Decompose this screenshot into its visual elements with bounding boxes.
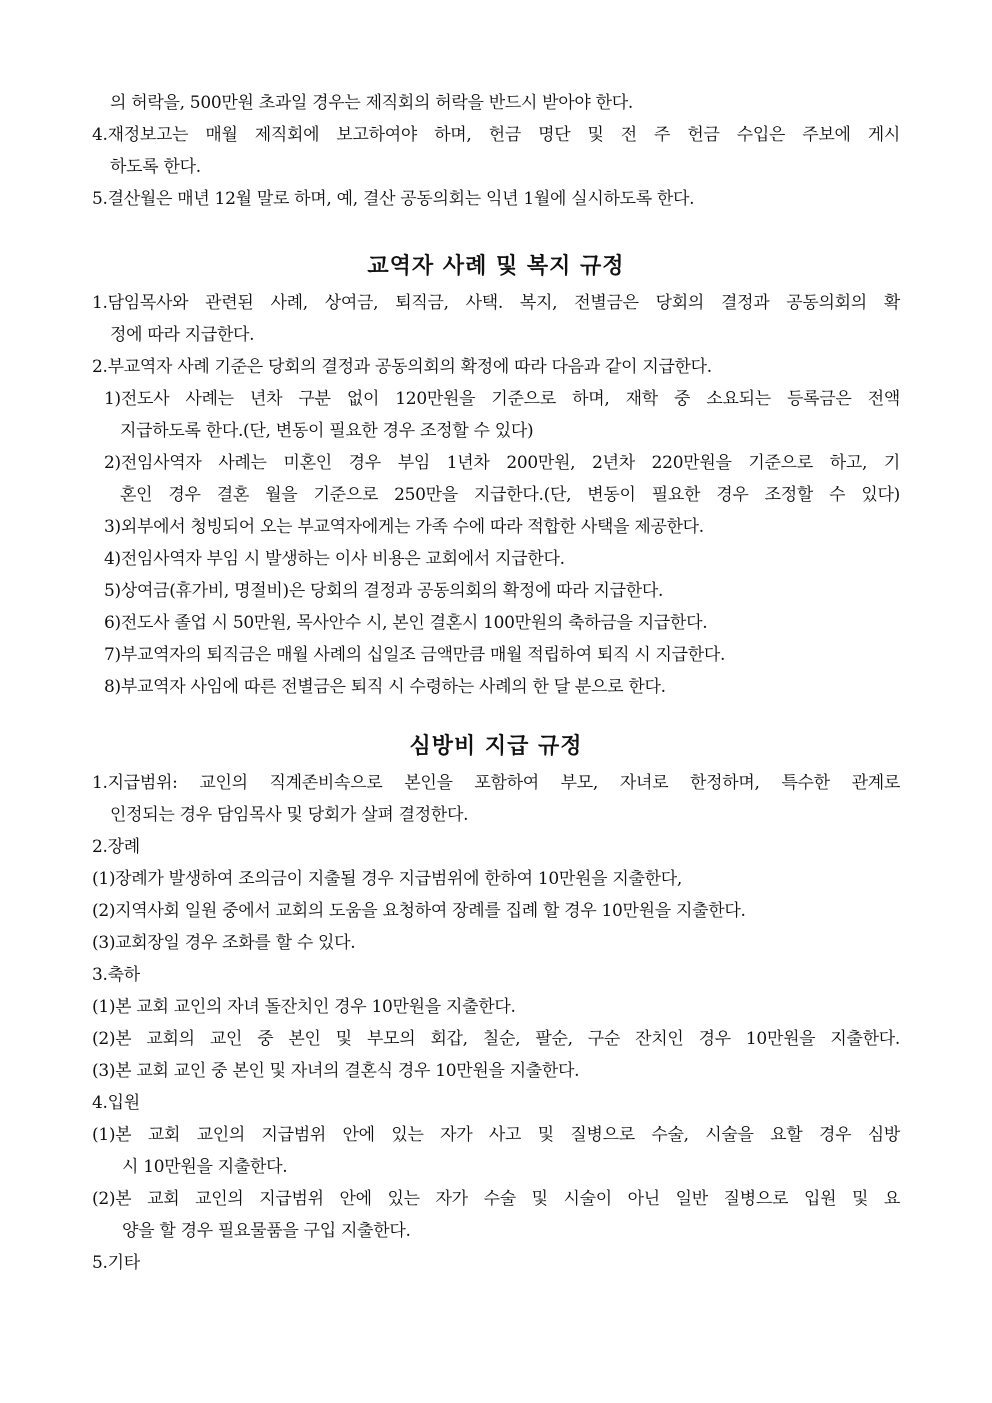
text-line: (2)지역사회 일원 중에서 교회의 도움을 요청하여 장례를 집례 할 경우 10만원을 지출한다. (92, 901, 746, 921)
text-line: 1.지급범위: 교인의 직계존비속으로 본인을 포함하여 부모, 자녀로 한정하며, 특수한 관계로 (92, 773, 900, 793)
section-visitation-expenses (92, 727, 900, 1279)
text-line: 2.장례 (92, 837, 140, 857)
text-line: 인정되는 경우 담임목사 및 당회가 살펴 결정한다. (110, 805, 469, 825)
text-line: (1)본 교회 교인의 자녀 돌잔치인 경우 10만원을 지출한다. (92, 997, 516, 1017)
text-line: 3)외부에서 청빙되어 오는 부교역자에게는 가족 수에 따라 적합한 사택을 제공한다. (104, 517, 704, 537)
text-line: (3)본 교회 교인 중 본인 및 자녀의 결혼식 경우 10만원을 지출한다. (92, 1061, 580, 1081)
document-page (92, 87, 900, 1279)
text-line: 혼인 경우 결혼 월을 기준으로 250만을 지급한다.(단, 변동이 필요한 경우 조정할 수 있다) (120, 485, 900, 505)
text-line: 1.담임목사와 관련된 사례, 상여금, 퇴직금, 사택. 복지, 전별금은 당회의 결정과 공동의회의 확 (92, 293, 900, 313)
text-line: 6)전도사 졸업 시 50만원, 목사안수 시, 본인 결혼시 100만원의 축하금을 지급한다. (104, 613, 708, 633)
text-line: (3)교회장일 경우 조화를 할 수 있다. (92, 933, 356, 953)
text-line: (1)본 교회 교인의 지급범위 안에 있는 자가 사고 및 질병으로 수술, 시술을 요할 경우 심방 (92, 1125, 900, 1145)
text-line: 하도록 한다. (110, 157, 201, 177)
text-line: 2.부교역자 사례 기준은 당회의 결정과 공동의회의 확정에 따라 다음과 같이 지급한다. (92, 357, 712, 377)
text-line: 정에 따라 지급한다. (110, 325, 255, 345)
intro-block (92, 87, 900, 215)
text-line: 의 허락을, 500만원 초과일 경우는 제직회의 허락을 반드시 받아야 한다. (110, 93, 633, 113)
text-line: 4.입원 (92, 1093, 140, 1113)
section-pastor-compensation (92, 247, 900, 703)
text-line: (1)장례가 발생하여 조의금이 지출될 경우 지급범위에 한하여 10만원을 지출한다, (92, 869, 682, 889)
text-line: 5)상여금(휴가비, 명절비)은 당회의 결정과 공동의회의 확정에 따라 지급한다. (104, 581, 664, 601)
text-line: 4.재정보고는 매월 제직회에 보고하여야 하며, 헌금 명단 및 전 주 헌금 수입은 주보에 게시 (92, 125, 900, 145)
text-line: 시 10만원을 지출한다. (122, 1157, 288, 1177)
text-line: (2)본 교회 교인의 지급범위 안에 있는 자가 수술 및 시술이 아닌 일반 질병으로 입원 및 요 (92, 1189, 900, 1209)
text-line: 5.기타 (92, 1253, 140, 1273)
text-line: 지급하도록 한다.(단, 변동이 필요한 경우 조정할 수 있다) (120, 421, 534, 441)
text-line: (2)본 교회의 교인 중 본인 및 부모의 회갑, 칠순, 팔순, 구순 잔치인 경우 10만원을 지출한다. (92, 1029, 900, 1049)
section-title: 심방비 지급 규정 (409, 734, 583, 759)
text-line: 4)전임사역자 부임 시 발생하는 이사 비용은 교회에서 지급한다. (104, 549, 565, 569)
text-line: 3.축하 (92, 965, 140, 985)
text-line: 1)전도사 사례는 년차 구분 없이 120만원을 기준으로 하며, 재학 중 소요되는 등록금은 전액 (104, 389, 900, 409)
section-title: 교역자 사례 및 복지 규정 (367, 254, 625, 279)
text-line: 2)전임사역자 사례는 미혼인 경우 부임 1년차 200만원, 2년차 220만원을 기준으로 하고, 기 (104, 453, 900, 473)
text-line: 8)부교역자 사임에 따른 전별금은 퇴직 시 수령하는 사례의 한 달 분으로 한다. (104, 677, 666, 697)
text-line: 5.결산월은 매년 12월 말로 하며, 예, 결산 공동의회는 익년 1월에 실시하도록 한다. (92, 189, 695, 209)
text-line: 양을 할 경우 필요물품을 구입 지출한다. (122, 1221, 411, 1241)
text-line: 7)부교역자의 퇴직금은 매월 사례의 십일조 금액만큼 매월 적립하여 퇴직 시 지급한다. (104, 645, 726, 665)
